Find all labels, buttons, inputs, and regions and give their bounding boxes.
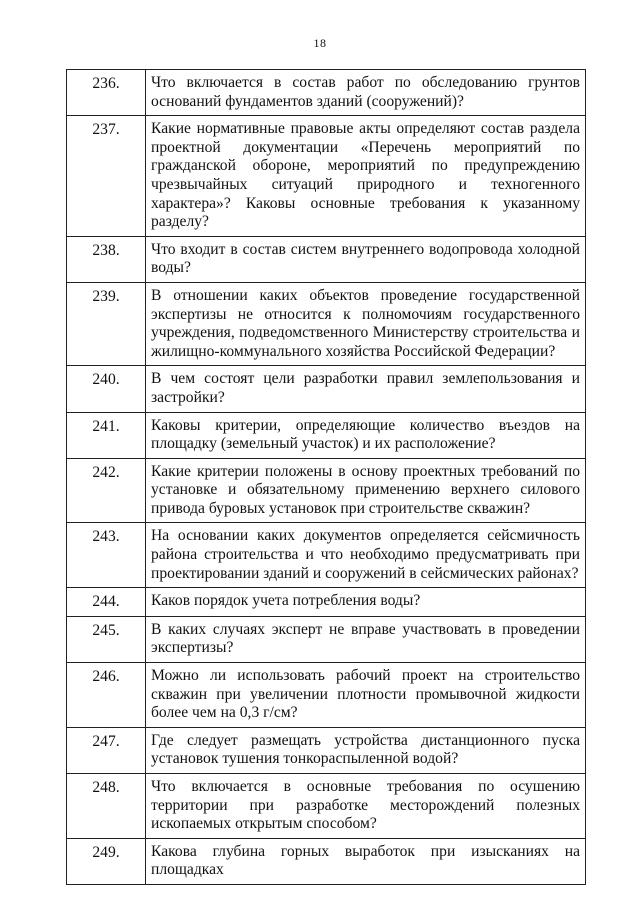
questions-table [66, 69, 586, 885]
table-row [67, 774, 586, 839]
question-text: В каких случаях эксперт не вправе участвовать в проведении экспертизы? [146, 616, 586, 662]
table-row [67, 236, 586, 282]
table-row [67, 412, 586, 458]
question-number: 242. [67, 458, 146, 523]
table-row [67, 366, 586, 412]
table-row [67, 282, 586, 365]
question-text: В отношении каких объектов проведение государственной экспертизы не относится к полномочиям государственного учреждения, подведомственного Министерству строительства и жилищно-коммунального хозяйства Российской Федерации? [146, 282, 586, 365]
question-text: Какие нормативные правовые акты определяют состав раздела проектной документации «Перечень мероприятий по гражданской обороне, мероприятий по предупреждению чрезвычайных ситуаций природного и техногенного характера»? Каковы основные требования к указанному разделу? [146, 116, 586, 237]
question-number: 247. [67, 727, 146, 773]
question-text: Что включается в основные требования по осушению территории при разработке месторождений полезных ископаемых открытым способом? [146, 774, 586, 839]
question-text: Можно ли использовать рабочий проект на строительство скважин при увеличении плотности промывочной жидкости более чем на 0,3 г/см? [146, 663, 586, 728]
table-row [67, 616, 586, 662]
question-number: 248. [67, 774, 146, 839]
table-row [67, 727, 586, 773]
question-number: 241. [67, 412, 146, 458]
question-number: 238. [67, 236, 146, 282]
table-row [67, 458, 586, 523]
question-number: 245. [67, 616, 146, 662]
question-number: 240. [67, 366, 146, 412]
question-text: Где следует размещать устройства дистанционного пуска установок тушения тонкораспыленной водой? [146, 727, 586, 773]
table-row [67, 663, 586, 728]
question-text: На основании каких документов определяется сейсмичность района строительства и что необходимо предусматривать при проектировании зданий и сооружений в сейсмических районах? [146, 523, 586, 588]
question-number: 246. [67, 663, 146, 728]
question-number: 249. [67, 838, 146, 884]
question-text: Что входит в состав систем внутреннего водопровода холодной воды? [146, 236, 586, 282]
question-text: Что включается в состав работ по обследованию грунтов оснований фундаментов зданий (сооружений)? [146, 70, 586, 116]
question-number: 243. [67, 523, 146, 588]
question-number: 237. [67, 116, 146, 237]
table-row [67, 523, 586, 588]
question-number: 244. [67, 588, 146, 617]
table-row [67, 116, 586, 237]
question-text: Какие критерии положены в основу проектных требований по установке и обязательному применению верхнего силового привода буровых установок при строительстве скважин? [146, 458, 586, 523]
question-text: Каковы критерии, определяющие количество въездов на площадку (земельный участок) и их расположение? [146, 412, 586, 458]
table-row [67, 588, 586, 617]
table-row [67, 838, 586, 884]
question-number: 239. [67, 282, 146, 365]
page-number: 18 [313, 36, 327, 50]
question-text: Какова глубина горных выработок при изысканиях на площадках [146, 838, 586, 884]
table-row [67, 70, 586, 116]
question-number: 236. [67, 70, 146, 116]
question-text: В чем состоят цели разработки правил землепользования и застройки? [146, 366, 586, 412]
question-text: Каков порядок учета потребления воды? [146, 588, 586, 617]
